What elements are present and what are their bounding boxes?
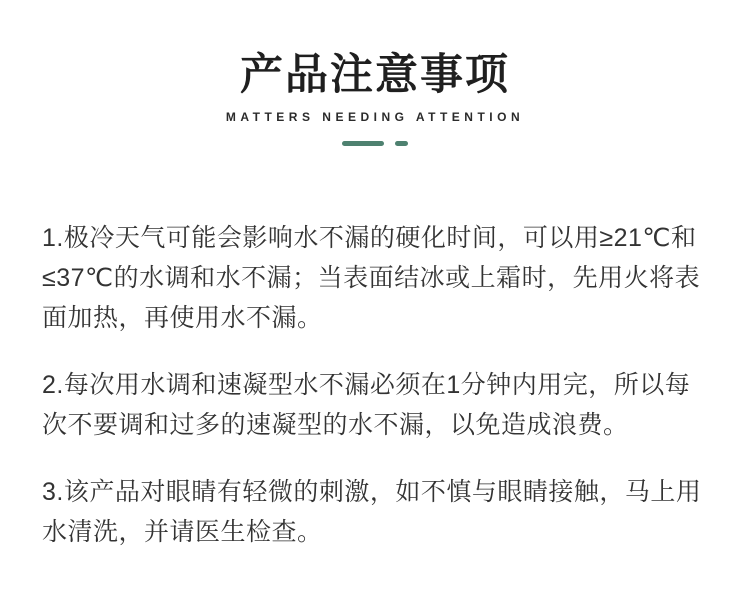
note-item-3: 3.该产品对眼睛有轻微的刺激，如不慎与眼睛接触，马上用水清洗，并请医生检查。 (42, 478, 702, 546)
notice-header (0, 0, 750, 146)
notes-list (42, 218, 708, 552)
title-divider (0, 141, 750, 146)
note-item-1: 1.极冷天气可能会影响水不漏的硬化时间，可以用≥21℃和≤37℃的水调和水不漏；当表面结冰或上霜时，先用火将表面加热，再使用水不漏。 (42, 224, 701, 332)
page-subtitle: MATTERS NEEDING ATTENTION (225, 110, 525, 124)
divider-dash-long (342, 141, 384, 146)
note-item-2: 2.每次用水调和速凝型水不漏必须在1分钟内用完，所以每次不要调和过多的速凝型的水不漏，以免造成浪费。 (42, 371, 691, 439)
page-title: 产品注意事项 (240, 51, 510, 99)
divider-dash-short (395, 141, 408, 146)
